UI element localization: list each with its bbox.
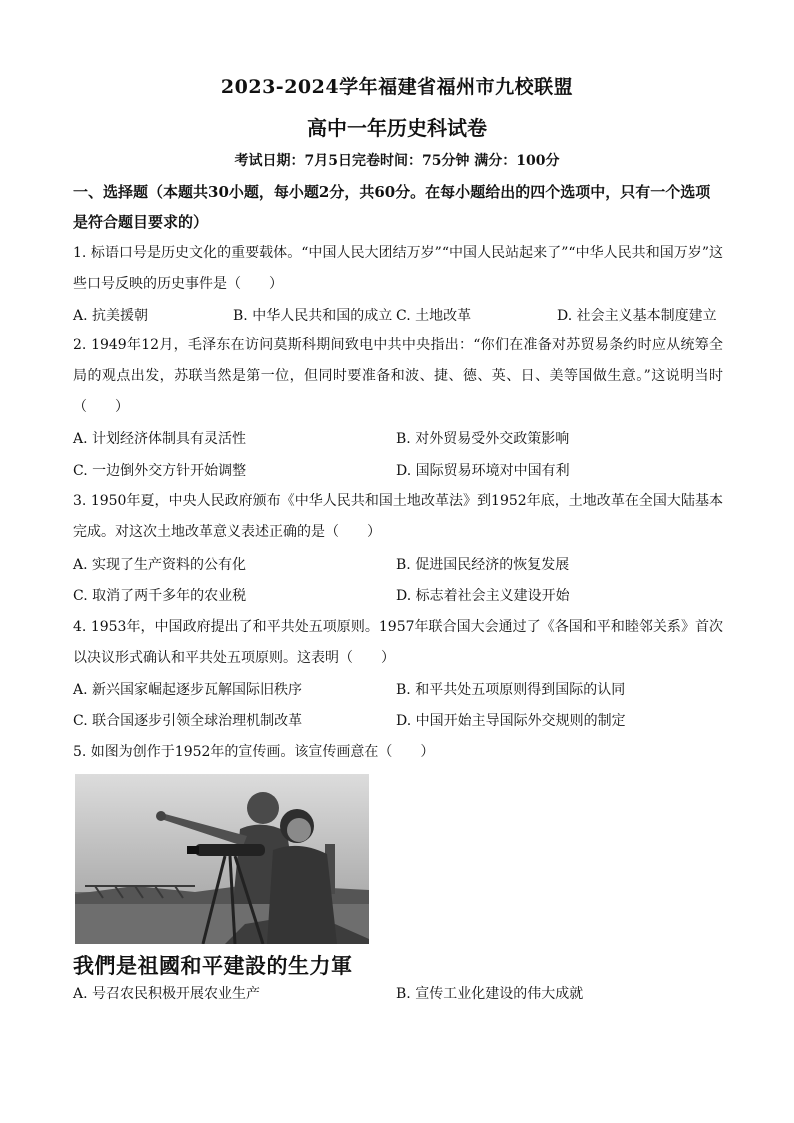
q2-option-c[interactable]: C. 一边倒外交方针开始调整 bbox=[73, 463, 247, 479]
section-instructions: 一、选择题（本题共30小题，每小题2分，共60分。在每小题给出的四个选项中，只有一个选项是符合题目要求的） bbox=[73, 183, 711, 231]
question-2-options bbox=[73, 424, 723, 454]
poster-illustration bbox=[75, 774, 369, 944]
question-4-stem: 4. 1953年，中国政府提出了和平共处五项原则。1957年联合国大会通过了《各国和平和睦邻关系》首次以决议形式确认和平共处五项原则。这表明（ ） bbox=[73, 619, 723, 666]
question-1-stem: 1. 标语口号是历史文化的重要载体。“中国人民大团结万岁”“中国人民站起来了”“中华人民共和国万岁”这些口号反映的历史事件是（ ） bbox=[73, 245, 723, 292]
q3-option-c[interactable]: C. 取消了两千多年的农业税 bbox=[73, 588, 247, 604]
exam-title-line1: 2023-2024学年福建省福州市九校联盟 bbox=[220, 76, 574, 98]
exam-info: 考试日期：7月5日完卷时间：75分钟 满分：100分 bbox=[234, 153, 560, 169]
propaganda-poster-image bbox=[75, 774, 369, 944]
q5-option-b[interactable]: B. 宣传工业化建设的伟大成就 bbox=[396, 986, 584, 1002]
q1-option-d[interactable]: D. 社会主义基本制度建立 bbox=[557, 308, 717, 324]
question-2-options-row2 bbox=[73, 456, 723, 486]
question-4-options-row2 bbox=[73, 706, 723, 736]
q3-option-d[interactable]: D. 标志着社会主义建设开始 bbox=[396, 588, 570, 604]
question-4-options bbox=[73, 675, 723, 705]
question-3-options bbox=[73, 550, 723, 580]
q2-option-b[interactable]: B. 对外贸易受外交政策影响 bbox=[396, 431, 570, 447]
question-2-stem: 2. 1949年12月，毛泽东在访问莫斯科期间致电中共中央指出：“你们在准备对苏贸易条约时应从统筹全局的观点出发，苏联当然是第一位，但同时要准备和波、捷、德、英、日、美等国做生意。”这说明当时（ ） bbox=[73, 337, 723, 415]
q4-option-b[interactable]: B. 和平共处五项原则得到国际的认同 bbox=[396, 682, 626, 698]
q2-option-a[interactable]: A. 计划经济体制具有灵活性 bbox=[73, 431, 247, 447]
poster-caption: 我們是祖國和平建設的生力軍 bbox=[73, 953, 353, 978]
q4-option-d[interactable]: D. 中国开始主导国际外交规则的制定 bbox=[396, 713, 626, 729]
q1-option-c[interactable]: C. 土地改革 bbox=[396, 308, 472, 324]
question-3-options-row2 bbox=[73, 581, 723, 611]
q3-option-a[interactable]: A. 实现了生产资料的公有化 bbox=[73, 557, 247, 573]
question-5-options bbox=[73, 979, 723, 1009]
q3-option-b[interactable]: B. 促进国民经济的恢复发展 bbox=[396, 557, 570, 573]
q4-option-c[interactable]: C. 联合国逐步引领全球治理机制改革 bbox=[73, 713, 303, 729]
q2-option-d[interactable]: D. 国际贸易环境对中国有利 bbox=[396, 463, 570, 479]
q1-option-b[interactable]: B. 中华人民共和国的成立 bbox=[233, 308, 393, 324]
q4-option-a[interactable]: A. 新兴国家崛起逐步瓦解国际旧秩序 bbox=[73, 682, 303, 698]
question-1-options bbox=[73, 301, 723, 331]
q5-option-a[interactable]: A. 号召农民积极开展农业生产 bbox=[73, 986, 261, 1002]
question-5-stem: 5. 如图为创作于1952年的宣传画。该宣传画意在（ ） bbox=[73, 744, 435, 760]
q1-option-a[interactable]: A. 抗美援朝 bbox=[73, 308, 149, 324]
exam-title-line2: 高中一年历史科试卷 bbox=[307, 116, 487, 140]
question-3-stem: 3. 1950年夏，中央人民政府颁布《中华人民共和国土地改革法》到1952年底，土地改革在全国大陆基本完成。对这次土地改革意义表述正确的是（ ） bbox=[73, 493, 723, 540]
